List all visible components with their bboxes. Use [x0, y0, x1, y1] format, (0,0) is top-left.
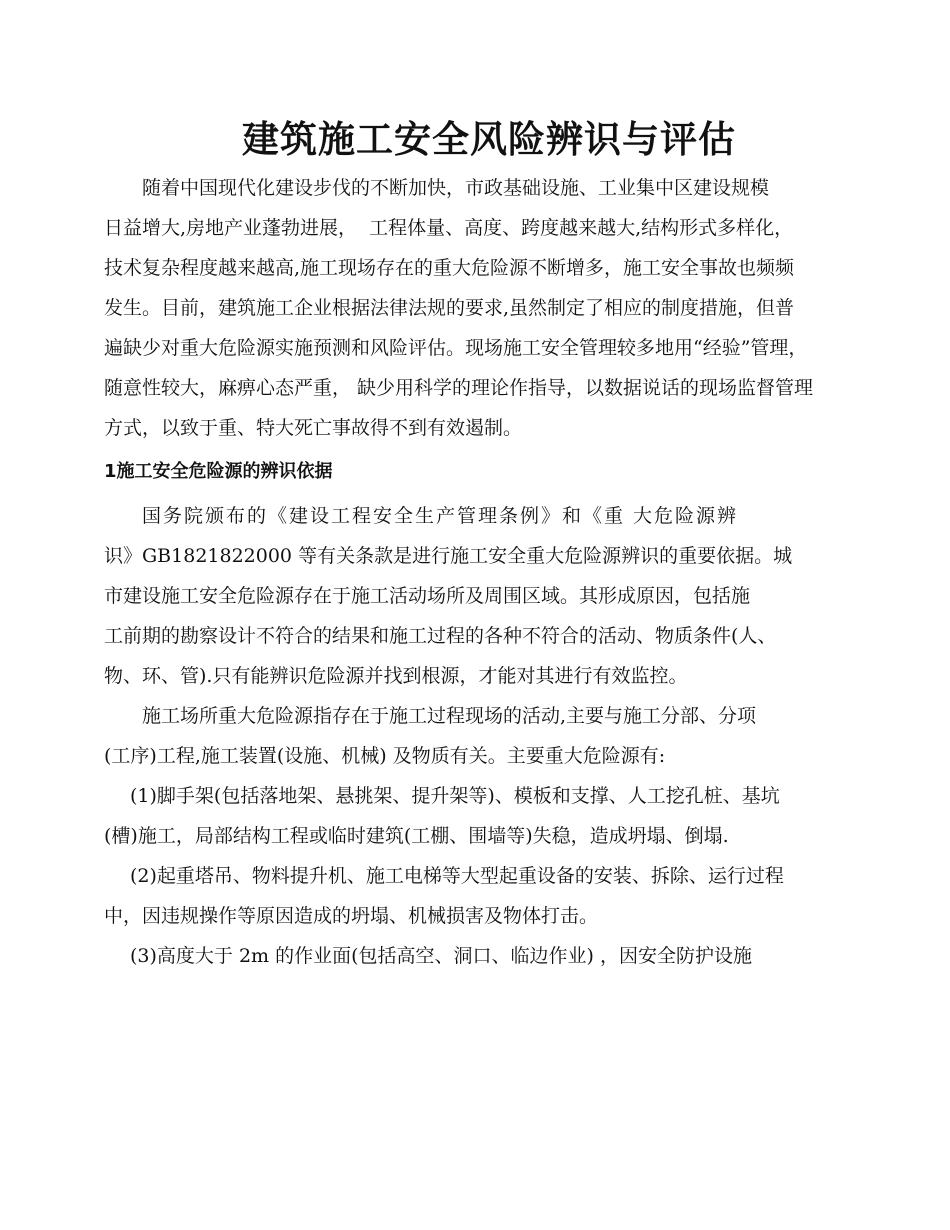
paragraph-line: (3)高度大于 2m 的作业面(包括高空、洞口、临边作业) ，因安全防护设施	[130, 945, 752, 967]
paragraph-line: (2)起重塔吊、物料提升机、施工电梯等大型起重设备的安装、拆除、运行过程	[130, 865, 784, 887]
list-item-3	[104, 936, 874, 976]
intro-paragraph	[104, 168, 874, 448]
section-heading: 1施工安全危险源的辨识依据	[104, 461, 333, 482]
paragraph-line: 国务院颁布的《建设工程安全生产管理条例》和《重 大危险源辨	[142, 505, 739, 527]
paragraph-line: 中，因违规操作等原因造成的坍塌、机械损害及物体打击。	[104, 905, 599, 927]
paragraph-line: (槽)施工，局部结构工程或临时建筑(工棚、围墙等)失稳，造成坍塌、倒塌.	[104, 825, 729, 847]
paragraph-line: 工前期的勘察设计不符合的结果和施工过程的各种不符合的活动、物质条件(人、	[104, 625, 777, 647]
section1-paragraph-2	[104, 696, 874, 776]
paragraph-line: 随着中国现代化建设步伐的不断加快，市政基础设施、工业集中区建设规模	[142, 177, 770, 199]
paragraph-line: 遍缺少对重大危险源实施预测和风险评估。现场施工安全管理较多地用“经验”管理，	[104, 337, 808, 359]
paragraph-line: 技术复杂程度越来越高,施工现场存在的重大危险源不断增多，施工安全事故也频频	[104, 257, 795, 279]
list-item-2	[104, 856, 874, 936]
document-page	[104, 100, 874, 976]
paragraph-line: (1)脚手架(包括落地架、悬挑架、提升架等)、模板和支撑、人工挖孔桩、基坑	[130, 785, 780, 807]
paragraph-line: 市建设施工安全危险源存在于施工活动场所及周围区域。其形成原因，包括施	[104, 585, 751, 607]
paragraph-line: 施工场所重大危险源指存在于施工过程现场的活动,主要与施工分部、分项	[142, 705, 757, 727]
paragraph-line: 随意性较大，麻痹心态严重， 缺少用科学的理论作指导，以数据说话的现场监督管理	[104, 377, 814, 399]
paragraph-line: 识》GB1821822000 等有关条款是进行施工安全重大危险源辨识的重要依据。城	[104, 545, 793, 567]
paragraph-line: 日益增大,房地产业蓬勃进展， 工程体量、高度、跨度越来越大,结构形式多样化，	[104, 217, 794, 239]
paragraph-line: (工序)工程,施工装置(设施、机械) 及物质有关。主要重大危险源有:	[104, 745, 666, 767]
paragraph-line: 发生。目前，建筑施工企业根据法律法规的要求,虽然制定了相应的制度措施，但普	[104, 297, 795, 319]
paragraph-line: 方式，以致于重、特大死亡事故得不到有效遏制。	[104, 417, 523, 439]
paragraph-line: 物、环、管).只有能辨识危险源并找到根源，才能对其进行有效监控。	[104, 665, 688, 687]
list-item-1	[104, 776, 874, 856]
section1-paragraph-1	[104, 496, 874, 696]
page-title: 建筑施工安全风险辨识与评估	[242, 117, 736, 161]
